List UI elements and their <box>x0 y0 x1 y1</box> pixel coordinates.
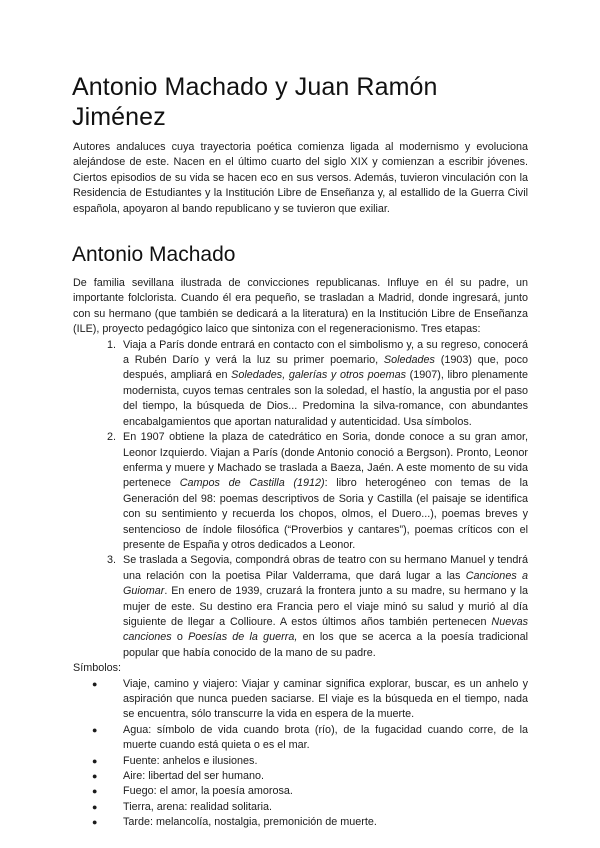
bullet-icon: ● <box>92 801 98 812</box>
stage-item-2: 2. En 1907 obtiene la plaza de catedrático en Soria, donde conoce a su gran amor, Leonor Izquierdo. Viajan a París (donde Antonio conoció a Bergson). Pronto, Leonor enferma y muere y Machado se traslada a Baeza, Jaén. A este momento de su vida pertenece Campos de Castilla (1912): libro heterogéneo con temas de la Generación del 98: poemas descriptivos de Soria y Castilla (el paisaje se identifica con su sentimiento y recuerda los chopos, olmos, el Duero...), poemas breves y sentencioso de índole filosófica (“Proverbios y cantares”), poemas críticos con el presente de España y otros dedicados a Leonor. <box>119 430 528 553</box>
bullet-icon: ● <box>92 755 98 766</box>
document-title: Antonio Machado y Juan Ramón Jiménez <box>72 73 438 131</box>
stage-item-3: 3. Se traslada a Segovia, compondrá obras de teatro con su hermano Manuel y tendrá una relación con la poetisa Pilar Valderrama, que dará lugar a las Canciones a Guiomar. En enero de 1939, cruzará la frontera junto a su madre, su hermano y la mujer de este. Su destino era Francia pero el viaje minó su salud y murió al día siguiente de llegar a Collioure. A estos últimos años también pertenecen Nuevas canciones o Poesías de la guerra, en los que se acerca a la poesía tradicional popular que había conocido de la mano de su padre. <box>119 553 528 661</box>
stage-item-1: 1. Viaja a París donde entrará en contacto con el simbolismo y, a su regreso, conocerá a Rubén Darío y verá la luz su primer poemario, Soledades (1903) que, poco después, ampliará en Soledades, galerías y otros poemas (1907), libro plenamente modernista, cuyos temas centrales son la soledad, el hastío, la angustia por el paso del tiempo, la búsqueda de Dios... Predomina la silva-romance, con abundantes encabalgamientos que aportan naturalidad y autenticidad. Usa símbolos. <box>119 338 528 430</box>
stages-list <box>73 338 528 662</box>
symbol-item: ● Fuego: el amor, la poesía amorosa. <box>119 784 528 799</box>
symbols-label: Símbolos: <box>73 662 122 675</box>
symbol-item: ● Tierra, arena: realidad solitaria. <box>119 800 528 815</box>
bullet-icon: ● <box>92 817 98 828</box>
symbol-item: ● Tarde: melancolía, nostalgia, premonición de muerte. <box>119 815 528 830</box>
section-paragraph: De familia sevillana ilustrada de convicciones republicanas. Influye en él su padre, un importante folclorista. Cuando él era pequeño, se trasladan a Madrid, donde ingresará, junto con su hermano (que también se dedicará a la literatura) en la Institución Libre de Enseñanza (ILE), proyecto pedagógico laico que sintoniza con el regeneracionismo. Tres etapas: <box>73 277 528 336</box>
symbol-item: ● Fuente: anhelos e ilusiones. <box>119 754 528 769</box>
symbols-list <box>73 677 528 831</box>
symbol-item: ● Agua: símbolo de vida cuando brota (río), de la fugacidad cuando corre, de la muerte cuando está quieta o es el mar. <box>92 723 528 752</box>
bullet-icon: ● <box>92 786 98 797</box>
bullet-icon: ● <box>92 678 98 689</box>
bullet-icon: ● <box>92 724 98 735</box>
intro-paragraph: Autores andaluces cuya trayectoria poética comienza ligada al modernismo y evoluciona alejándose de este. Nacen en el último cuarto del siglo XIX y comienzan a escribir jóvenes. Ciertos episodios de su vida se hacen eco en sus versos. Además, tuvieron vinculación con la Residencia de Estudiantes y la Institución Libre de Enseñanza y, al estallido de la Guerra Civil española, apoyaron al bando republicano y se tuvieron que exiliar. <box>73 141 528 215</box>
symbol-item: ● Viaje, camino y viajero: Viajar y caminar significa explorar, buscar, es un anhelo y aspiración que nunca pueden saciarse. El viaje es la búsqueda en el tiempo, nada se encuentra, sólo transcurre la vida en espera de la muerte. <box>92 677 528 721</box>
section-heading: Antonio Machado <box>72 243 236 267</box>
symbol-item: ● Aire: libertad del ser humano. <box>119 769 528 784</box>
bullet-icon: ● <box>92 771 98 782</box>
